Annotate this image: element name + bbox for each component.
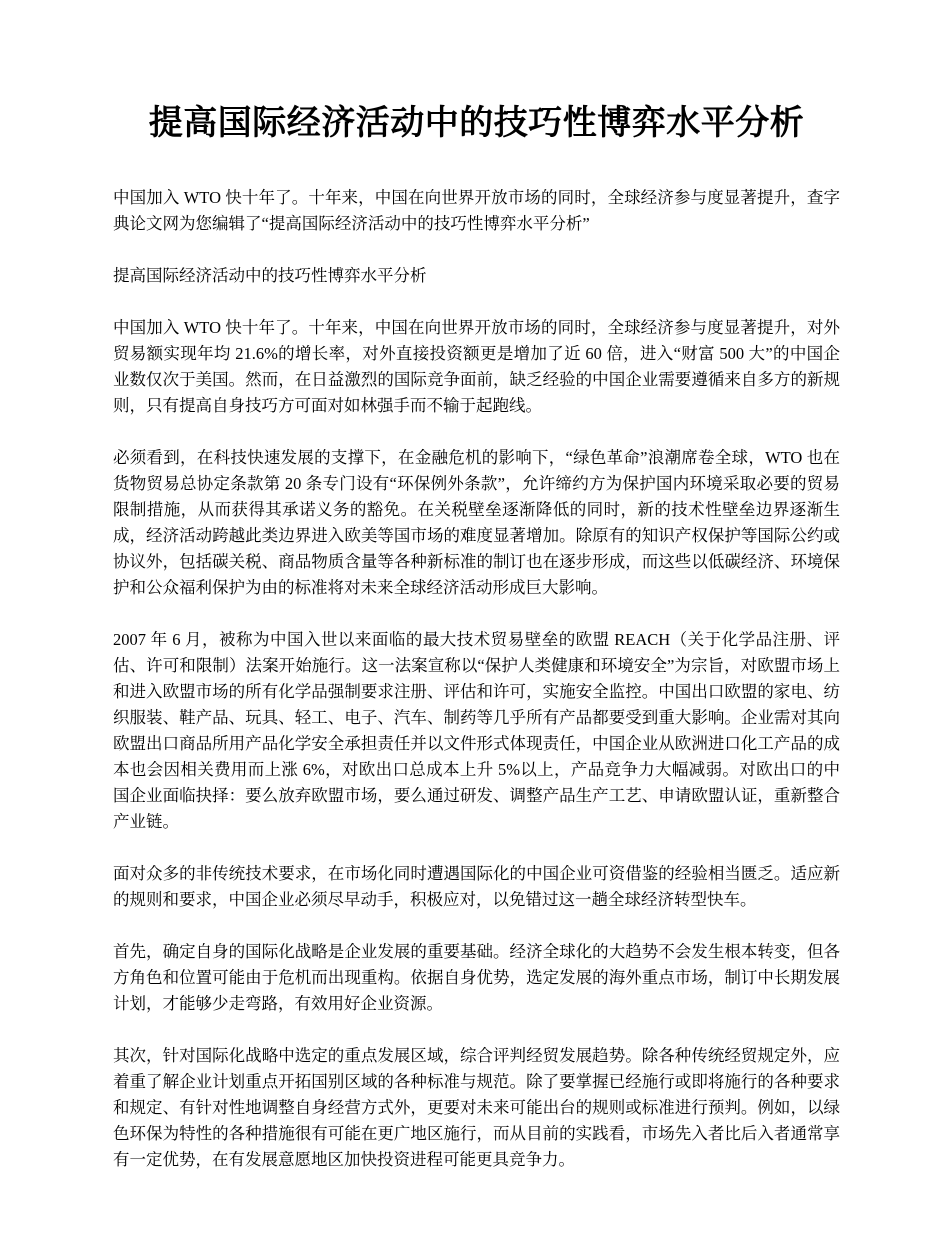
- paragraph-body-1: 中国加入 WTO 快十年了。十年来，中国在向世界开放市场的同时，全球经济参与度显著提升，对外贸易额实现年均 21.6%的增长率，对外直接投资额更是增加了近 60 倍，进入“财富 500 大”的中国企业数仅次于美国。然而，在日益激烈的国际竞争面前，缺乏经验的中国企业需要遵循来自多方的新规则，只有提高自身技巧方可面对如林强手而不输于起跑线。: [113, 317, 840, 415]
- paragraph-body-2: 必须看到，在科技快速发展的支撑下，在金融危机的影响下，“绿色革命”浪潮席卷全球，WTO 也在货物贸易总协定条款第 20 条专门设有“环保例外条款”，允许缔约方为保护国内环境采取必要的贸易限制措施，从而获得其承诺义务的豁免。在关税壁垒逐渐降低的同时，新的技术性壁垒边界逐渐生成，经济活动跨越此类边界进入欧美等国市场的难度显著增加。除原有的知识产权保护等国际公约或协议外，包括碳关税、商品物质含量等各种新标准的制订也在逐步形成，而这些以低碳经济、环境保护和公众福利保护为由的标准将对未来全球经济活动形成巨大影响。: [113, 447, 840, 597]
- paragraph-body-4: 面对众多的非传统技术要求，在市场化同时遭遇国际化的中国企业可资借鉴的经验相当匮乏。适应新的规则和要求，中国企业必须尽早动手，积极应对，以免错过这一趟全球经济转型快车。: [113, 863, 840, 909]
- article-title: 提高国际经济活动中的技巧性博弈水平分析: [148, 105, 805, 142]
- paragraph-body-6: 其次，针对国际化战略中选定的重点发展区域，综合评判经贸发展趋势。除各种传统经贸规定外，应着重了解企业计划重点开拓国别区域的各种标准与规范。除了要掌握已经施行或即将施行的各种要求和规定、有针对性地调整自身经营方式外，更要对未来可能出台的规则或标准进行预判。例如，以绿色环保为特性的各种措施很有可能在更广地区施行，而从目前的实践看，市场先入者比后入者通常享有一定优势，在有发展意愿地区加快投资进程可能更具竞争力。: [113, 1045, 840, 1169]
- paragraph-body-5: 首先，确定自身的国际化战略是企业发展的重要基础。经济全球化的大趋势不会发生根本转变，但各方角色和位置可能由于危机而出现重构。依据自身优势，选定发展的海外重点市场，制订中长期发展计划，才能够少走弯路，有效用好企业资源。: [113, 941, 840, 1013]
- paragraph-subtitle: 提高国际经济活动中的技巧性博弈水平分析: [113, 265, 427, 285]
- paragraph-intro: 中国加入 WTO 快十年了。十年来，中国在向世界开放市场的同时，全球经济参与度显著提升，查字典论文网为您编辑了“提高国际经济活动中的技巧性博弈水平分析”: [113, 187, 840, 233]
- paragraph-body-3: 2007 年 6 月，被称为中国入世以来面临的最大技术贸易壁垒的欧盟 REACH（关于化学品注册、评估、许可和限制）法案开始施行。这一法案宣称以“保护人类健康和环境安全”为宗旨，对欧盟市场上和进入欧盟市场的所有化学品强制要求注册、评估和许可，实施安全监控。中国出口欧盟的家电、纺织服装、鞋产品、玩具、轻工、电子、汽车、制药等几乎所有产品都要受到重大影响。企业需对其向欧盟出口商品所用产品化学安全承担责任并以文件形式体现责任，中国企业从欧洲进口化工产品的成本也会因相关费用而上涨 6%，对欧出口总成本上升 5%以上，产品竞争力大幅减弱。对欧出口的中国企业面临抉择：要么放弃欧盟市场，要么通过研发、调整产品生产工艺、申请欧盟认证，重新整合产业链。: [113, 629, 840, 831]
